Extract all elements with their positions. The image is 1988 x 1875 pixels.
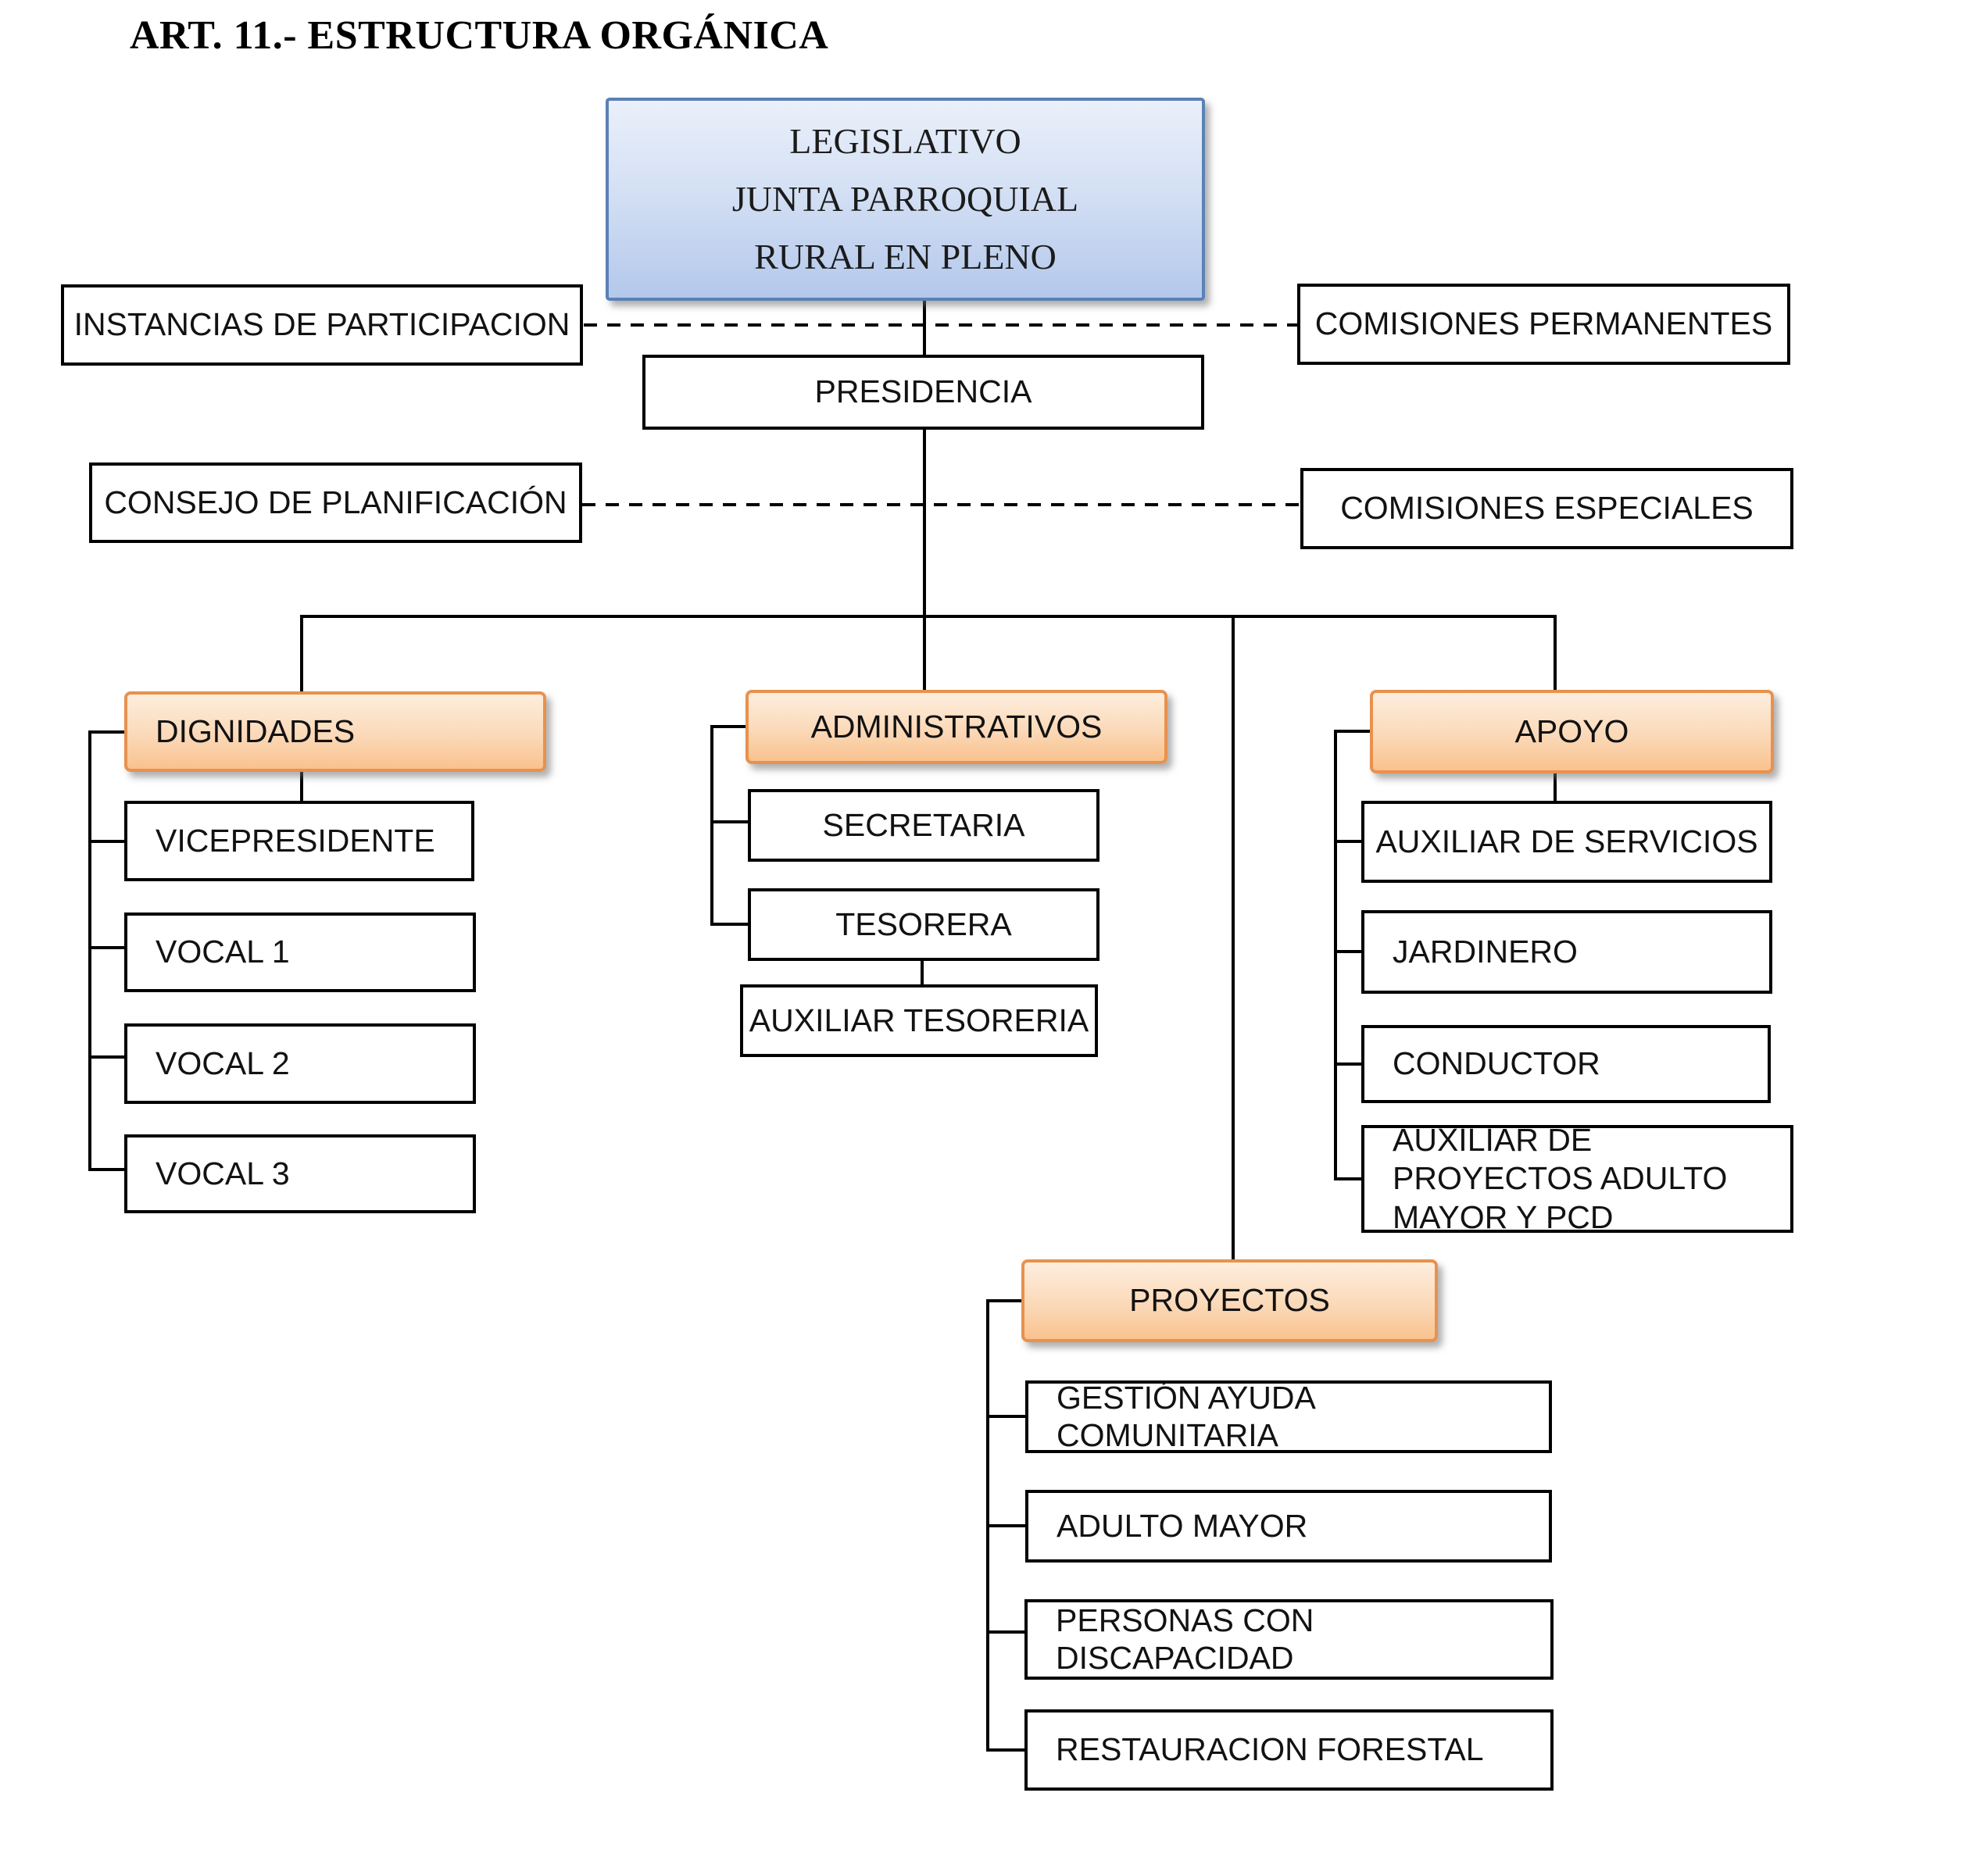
node-restauracion-forestal: RESTAURACION FORESTAL <box>1024 1709 1554 1791</box>
node-auxiliar-de-proyectos-adulto-mayor-y-pcd: AUXILIAR DE PROYECTOS ADULTO MAYOR Y PCD <box>1361 1125 1793 1233</box>
connector-administrativos-bracket <box>712 727 748 924</box>
branch-apoyo: APOYO <box>1370 690 1774 773</box>
root-line-3: RURAL EN PLENO <box>754 237 1057 277</box>
branch-dignidades: DIGNIDADES <box>124 691 546 772</box>
connector-main-rail <box>302 616 1555 691</box>
root-line-1: LEGISLATIVO <box>789 121 1021 161</box>
node-personas-con-discapacidad: PERSONAS CON DISCAPACIDAD <box>1024 1599 1554 1680</box>
connector-dignidades-bracket <box>90 732 124 1170</box>
node-vocal-3: VOCAL 3 <box>124 1134 476 1213</box>
node-consejo-de-planificacion: CONSEJO DE PLANIFICACIÓN <box>89 462 582 543</box>
node-vocal-2: VOCAL 2 <box>124 1023 476 1104</box>
node-secretaria: SECRETARIA <box>748 789 1099 862</box>
node-legislativo-junta-parroquial <box>606 98 1205 301</box>
root-line-2: JUNTA PARROQUIAL <box>731 179 1079 219</box>
node-vicepresidente: VICEPRESIDENTE <box>124 801 474 881</box>
node-auxiliar-de-servicios: AUXILIAR DE SERVICIOS <box>1361 801 1772 883</box>
node-adulto-mayor: ADULTO MAYOR <box>1025 1490 1552 1562</box>
node-auxiliar-tesoreria: AUXILIAR TESORERIA <box>740 984 1098 1057</box>
node-vocal-1: VOCAL 1 <box>124 912 476 992</box>
node-gestion-ayuda-comunitaria: GESTIÓN AYUDA COMUNITARIA <box>1025 1380 1552 1453</box>
node-tesorera: TESORERA <box>748 888 1099 961</box>
connector-proyectos-bracket <box>988 1301 1025 1750</box>
node-comisiones-especiales: COMISIONES ESPECIALES <box>1300 468 1793 549</box>
branch-administrativos: ADMINISTRATIVOS <box>746 690 1167 764</box>
node-instancias-de-participacion: INSTANCIAS DE PARTICIPACION <box>61 284 583 366</box>
node-presidencia: PRESIDENCIA <box>642 355 1204 430</box>
node-comisiones-permanentes: COMISIONES PERMANENTES <box>1297 284 1790 365</box>
page-title: ART. 11.- ESTRUCTURA ORGÁNICA <box>130 13 829 58</box>
branch-proyectos: PROYECTOS <box>1021 1259 1438 1342</box>
node-conductor: CONDUCTOR <box>1361 1025 1771 1103</box>
node-jardinero: JARDINERO <box>1361 910 1772 994</box>
